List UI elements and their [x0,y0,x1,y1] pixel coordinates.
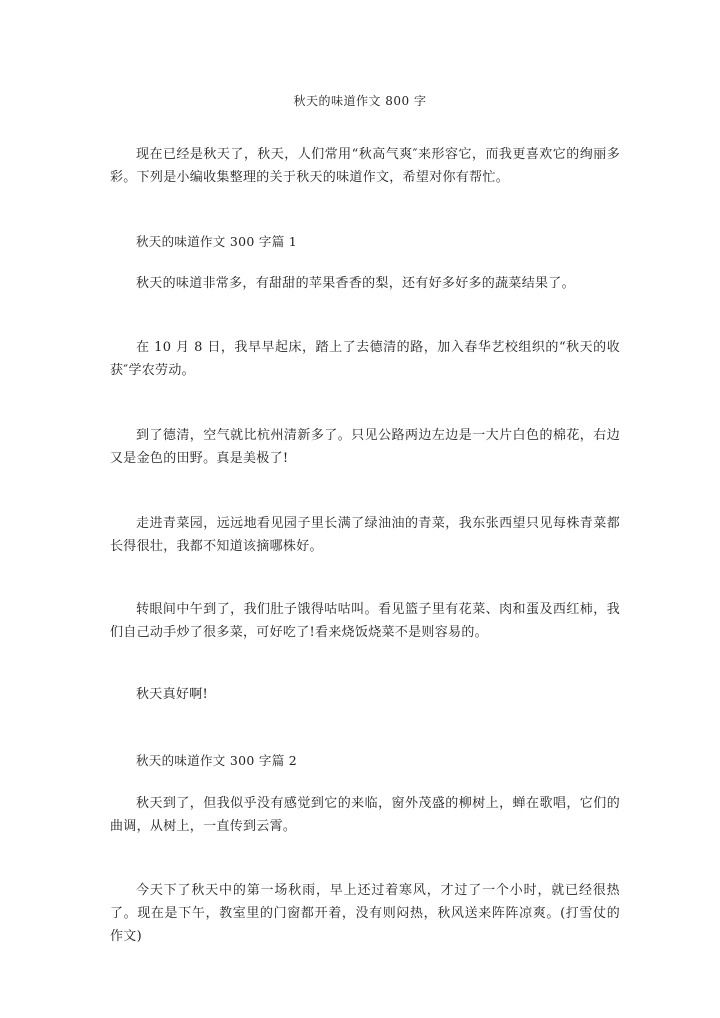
paragraph: 秋天真好啊! [136,687,209,702]
paragraph: 在 10 月 8 日，我早早起床，踏上了去德清的路，加入春华艺校组织的“秋天的收获″学农劳动。 [110,340,620,378]
paragraph: 到了德清，空气就比杭州清新多了。只见公路两边左边是一大片白色的棉花，右边又是金色的田野。真是美极了! [110,428,620,466]
document-title: 秋天的味道作文 800 字 [293,94,427,108]
paragraph: 走进青菜园，远远地看见园子里长满了绿油油的青菜，我东张西望只见每株青菜都长得很壮，我都不知道该摘哪株好。 [110,516,620,554]
section-heading-2: 秋天的味道作文 300 字篇 2 [136,753,298,768]
paragraph: 秋天到了，但我似乎没有感觉到它的来临，窗外茂盛的柳树上，蝉在歌唱，它们的曲调，从树上，一直传到云霄。 [110,796,620,834]
section-heading-1: 秋天的味道作文 300 字篇 1 [136,234,298,249]
intro-paragraph: 现在已经是秋天了，秋天，人们常用“秋高气爽″来形容它，而我更喜欢它的绚丽多彩。下列是小编收集整理的关于秋天的味道作文，希望对你有帮忙。 [110,147,620,185]
paragraph: 转眼间中午到了，我们肚子饿得咕咕叫。看见篮子里有花菜、肉和蛋及西红柿，我们自己动手炒了很多菜，可好吃了!看来烧饭烧菜不是则容易的。 [110,602,620,640]
paragraph: 今天下了秋天中的第一场秋雨，早上还过着寒风，才过了一个小时，就已经很热了。现在是下午，教室里的门窗都开着，没有则闷热，秋风送来阵阵凉爽。(打雪仗的作文) [110,883,620,944]
paragraph: 秋天的味道非常多，有甜甜的苹果香香的梨，还有好多好多的蔬菜结果了。 [136,276,575,291]
